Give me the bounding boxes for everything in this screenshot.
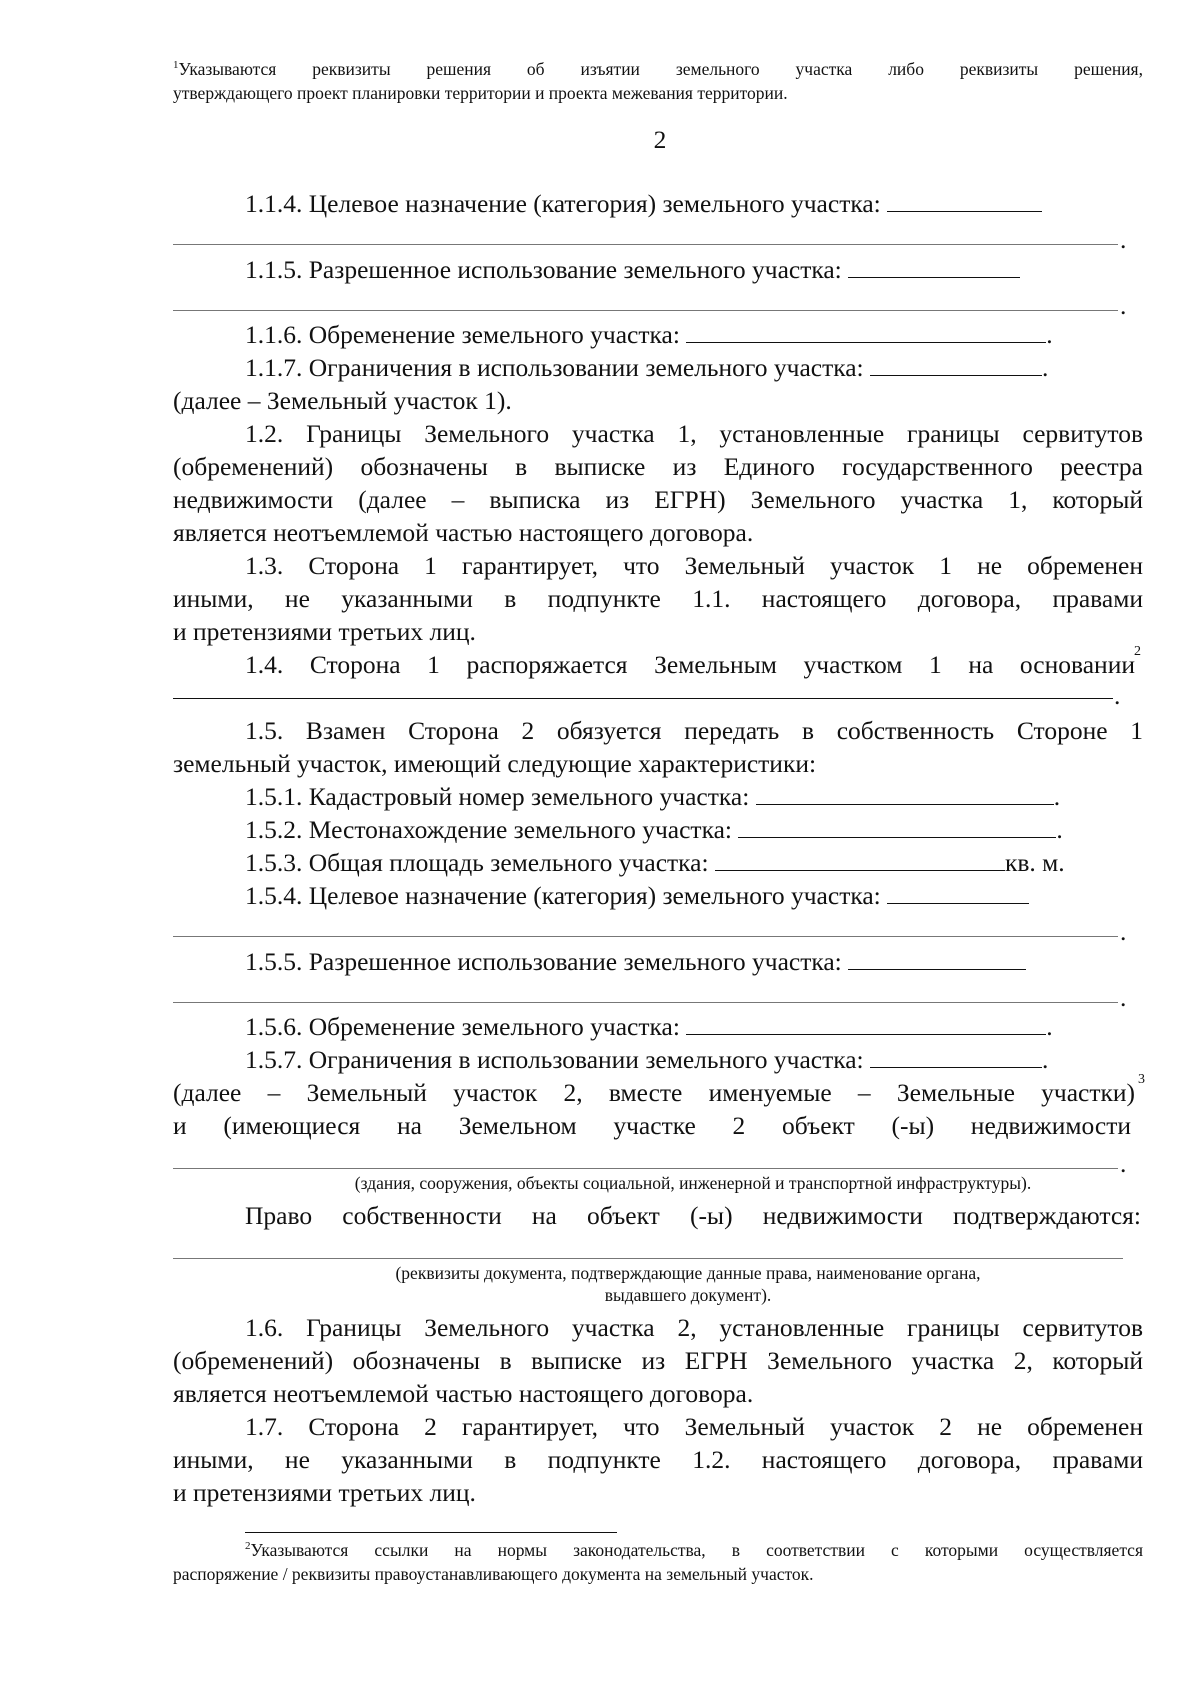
- period: .: [1120, 1149, 1127, 1178]
- footnote-mark: 1: [173, 59, 179, 72]
- fill-line: [173, 244, 1118, 245]
- fill-line: [173, 310, 1118, 311]
- fill-blank: [870, 1045, 1042, 1068]
- footnote-2-line1: $^2$Указываются ссылки на нормы законодательства, в соответствии с которыми осуществляется: [245, 1540, 1143, 1560]
- item-1-2-line4: является неотъемлемой частью настоящего договора.: [173, 518, 754, 547]
- item-1-1-5: 1.1.5. Разрешенное использование земельного участка:: [173, 254, 1200, 286]
- fill-blank: [756, 782, 1054, 805]
- footnote-separator: [245, 1532, 617, 1533]
- period: .: [1120, 225, 1127, 254]
- item-1-5-6: 1.5.6. Обременение земельного участка: .: [245, 1012, 1053, 1041]
- fill-line: [173, 1258, 1123, 1259]
- footnote-1-line2: утверждающего проект планировки территории и проекта межевания территории.: [173, 83, 788, 103]
- fill-blank: [686, 1012, 1046, 1035]
- item-1-5-5: 1.5.5. Разрешенное использование земельного участка:: [173, 946, 1200, 978]
- item-1-7-line1: 1.7. Сторона 2 гарантирует, что Земельный участок 2 не обременен: [245, 1412, 1143, 1441]
- item-1-4: 1.4. Сторона 1 распоряжается Земельным участком 1 на основании: [245, 650, 1135, 679]
- item-1-3-line2: иными, не указанными в подпункте 1.1. настоящего договора, правами: [173, 584, 1143, 613]
- item-1-7-line2: иными, не указанными в подпункте 1.2. настоящего договора, правами: [173, 1445, 1143, 1474]
- fill-blank: [715, 848, 1005, 871]
- footnote-ref-2: 2: [1134, 644, 1141, 659]
- caption-objects: (здания, сооружения, объекты социальной, инженерной и транспортной инфраструктуры).: [354, 1173, 1032, 1193]
- item-1-5-7-after: (далее – Земельный участок 2, вместе именуемые – Земельные участки): [173, 1078, 1135, 1107]
- fill-blank: [686, 320, 1046, 343]
- item-1-6-line3: является неотъемлемой частью настоящего договора.: [173, 1379, 754, 1408]
- item-1-3-line3: и претензиями третьих лиц.: [173, 617, 476, 646]
- item-1-5-line2: земельный участок, имеющий следующие характеристики:: [173, 749, 817, 778]
- item-1-5-1: 1.5.1. Кадастровый номер земельного участка: .: [245, 782, 1061, 811]
- period: .: [1120, 983, 1127, 1012]
- fill-line: [173, 1002, 1118, 1003]
- item-1-3-line1: 1.3. Сторона 1 гарантирует, что Земельный участок 1 не обременен: [245, 551, 1143, 580]
- fill-line: [173, 936, 1118, 937]
- footnote-ref-3: 3: [1138, 1072, 1145, 1087]
- item-1-5-7-after2: и (имеющиеся на Земельном участке 2 объект (-ы) недвижимости: [173, 1111, 1131, 1140]
- item-1-6-line2: (обременений) обозначены в выписке из ЕГРН Земельного участка 2, который: [173, 1346, 1143, 1375]
- item-1-5-2: 1.5.2. Местонахождение земельного участка: .: [245, 815, 1063, 844]
- item-1-5-7: 1.5.7. Ограничения в использовании земельного участка: .: [245, 1045, 1049, 1074]
- item-1-2-line2: (обременений) обозначены в выписке из Единого государственного реестра: [173, 452, 1143, 481]
- footnote-1-line1: $^1$Указываются реквизиты решения об изъятии земельного участка либо реквизиты решения,: [173, 59, 1143, 79]
- page-number: 2: [653, 125, 667, 154]
- item-1-5-line1: 1.5. Взамен Сторона 2 обязуется передать в собственность Стороне 1: [245, 716, 1143, 745]
- fill-blank: [738, 815, 1056, 838]
- fill-blank: [870, 353, 1042, 376]
- ownership-line: Право собственности на объект (-ы) недвижимости подтверждаются:: [245, 1201, 1141, 1230]
- fill-blank: [848, 255, 1020, 278]
- item-1-6-line1: 1.6. Границы Земельного участка 2, установленные границы сервитутов: [245, 1313, 1143, 1342]
- item-1-2-line1: 1.2. Границы Земельного участка 1, установленные границы сервитутов: [245, 419, 1143, 448]
- item-1-5-4: 1.5.4. Целевое назначение (категория) земельного участка:: [173, 880, 1200, 912]
- footnote-2-line2: распоряжение / реквизиты правоустанавливающего документа на земельный участок.: [173, 1564, 814, 1584]
- fill-blank: [887, 189, 1042, 212]
- item-1-1-4: 1.1.4. Целевое назначение (категория) земельного участка:: [173, 188, 1200, 220]
- footnote-mark: 2: [245, 1540, 251, 1553]
- period: .: [1120, 917, 1127, 946]
- item-1-7-line3: и претензиями третьих лиц.: [173, 1478, 476, 1507]
- period: .: [1114, 681, 1121, 710]
- item-1-5-3: 1.5.3. Общая площадь земельного участка: кв. м.: [245, 848, 1065, 877]
- caption-documents-line2: выдавшего документ).: [604, 1285, 772, 1305]
- fill-blank: [887, 881, 1029, 904]
- item-1-1-7-after: (далее – Земельный участок 1).: [173, 386, 512, 415]
- item-1-1-7: 1.1.7. Ограничения в использовании земельного участка: .: [245, 353, 1049, 382]
- fill-line: [173, 698, 1113, 699]
- caption-documents-line1: (реквизиты документа, подтверждающие данные права, наименование органа,: [395, 1263, 981, 1283]
- item-1-2-line3: недвижимости (далее – выписка из ЕГРН) Земельного участка 1, который: [173, 485, 1143, 514]
- fill-blank: [848, 947, 1026, 970]
- fill-line: [173, 1168, 1118, 1169]
- period: .: [1120, 291, 1127, 320]
- item-1-1-6: 1.1.6. Обременение земельного участка: .: [245, 320, 1053, 349]
